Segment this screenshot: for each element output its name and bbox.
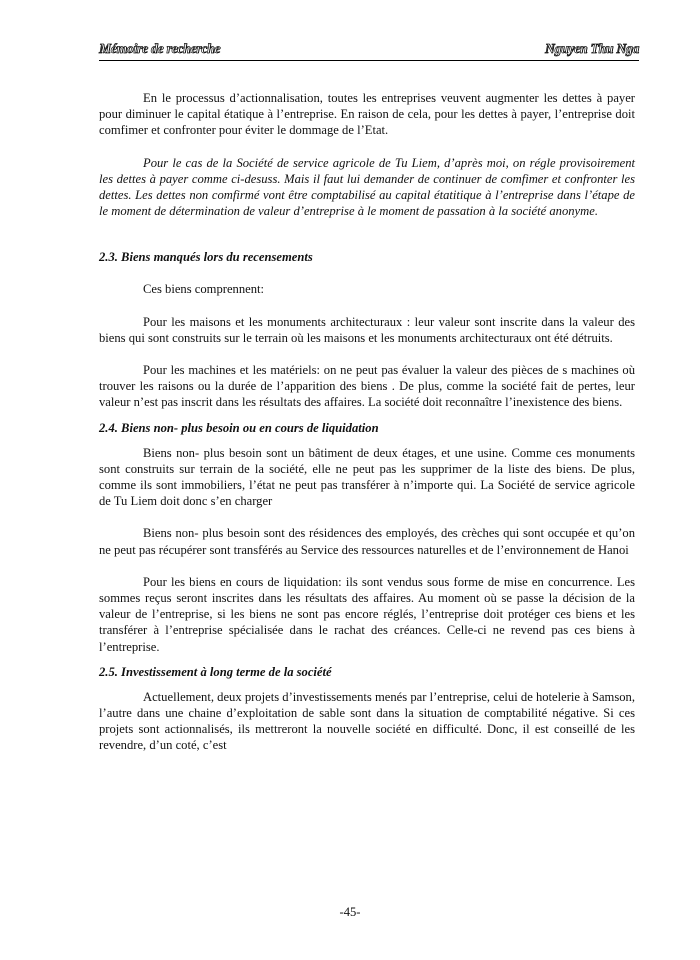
paragraph-tu-liem-opinion: Pour le cas de la Société de service agricole de Tu Liem, d’après moi, on régle provisoirement les dettes à payer comme ci-desuss. Mais il faut lui demander de continuer de comfimer et confronter les dettes. Les dettes non comfirmé vont être comptabilisé au capital étatitique à l’entreprise dans l’étape de le moment de détermination de valeur d’entreprise à le moment de passation à la société anonyme. <box>99 155 635 219</box>
section-heading-2-3: 2.3. Biens manqués lors du recensements <box>99 250 313 265</box>
paragraph-machines-materiels: Pour les machines et les matériels: on ne peut pas évaluer la valeur des pièces de s machines où trouver les raisons ou la durée de l’apparition des biens . De plus, comme la société fait de pertes, leur valeur n’est pas inscrit dans les résultats des affaires. La société doit reconnaître l’inexistence des biens. <box>99 363 635 410</box>
header-author: Nguyen Thu Nga <box>545 41 639 56</box>
page-number: -45- <box>339 905 361 919</box>
header-title: Mémoire de recherche <box>99 41 221 56</box>
paragraph-actionnalisation: En le processus d’actionnalisation, toutes les entreprises veuvent augmenter les dettes à payer pour diminuer le capital étatique à l’entreprise. En raison de cela, pour les dettes à payer, l’entreprise doit comfimer et confronter pour éviter le dommage de l’Etat. <box>99 91 635 138</box>
paragraph-biens-comprennent: Ces biens comprennent: <box>143 282 265 297</box>
section-heading-2-4: 2.4. Biens non- plus besoin ou en cours de liquidation <box>99 420 379 435</box>
section-heading-2-5: 2.5. Investissement à long terme de la société <box>99 664 332 679</box>
paragraph-maisons-monuments: Pour les maisons et les monuments architecturaux : leur valeur sont inscrite dans la valeur des biens qui sont construits sur le terrain où les maisons et les monuments architecturaux ont été détruits. <box>99 314 635 345</box>
paragraph-residences-creches: Biens non- plus besoin sont des résidences des employés, des crèches qui sont occupée et qu’on ne peut pas récupérer sont transférés au Service des ressources naturelles et de l’environnement de Hanoi <box>99 526 635 557</box>
page-header <box>99 40 639 61</box>
paragraph-investissements: Actuellement, deux projets d’investissements menés par l’entreprise, celui de hotelerie à Samson, l’autre dans une chaine d’exploitation de sable sont dans la situation de comptabilité négative. Si ces projets sont actionnalisés, ils mettreront la nouvelle société en difficulté. Donc, il est conseillé de les revendre, d’un coté, c’est <box>99 689 635 753</box>
paragraph-batiment-usine: Biens non- plus besoin sont un bâtiment de deux étages, et une usine. Comme ces monuments sont construits sur terrain de la société, elle ne peut pas les supprimer de la liste des biens. De plus, comme ils sont immobiliers, l’état ne peut pas transférer à n’importe qui. La Société de service agricole de Tu Liem doit donc s’en charger <box>99 445 635 509</box>
paragraph-liquidation: Pour les biens en cours de liquidation: ils sont vendus sous forme de mise en concurrence. Les sommes reçus seront inscrites dans les résultats des affaires. Au moment où se passe la décision de la valeur de l’entreprise, si les biens ne sont pas encore réglés, l’entreprise doit protéger ces biens et les transférer à l’entreprise spécialisée dans le rachat des créances. Celle-ci ne revend pas ces biens à l’entreprise. <box>99 574 635 654</box>
page-body <box>99 90 635 754</box>
